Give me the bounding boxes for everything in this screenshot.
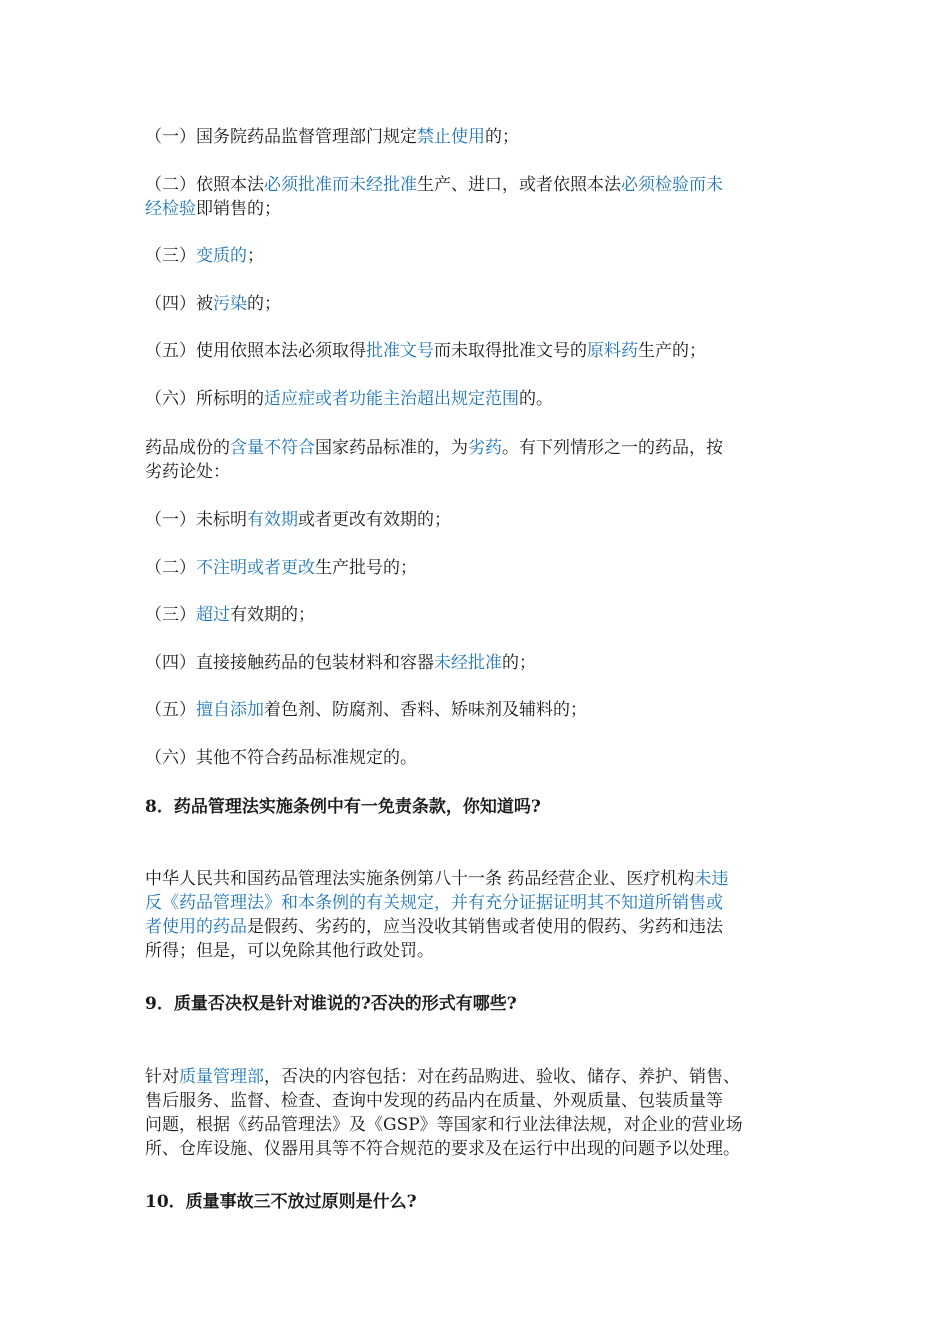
item-number: （四） — [145, 653, 196, 673]
paragraph-line — [145, 436, 723, 460]
text-segment: 使用依照本法必须取得 — [196, 341, 366, 361]
highlighted-term: 必须批准而未经批准 — [264, 175, 417, 195]
item-number: （六） — [145, 748, 196, 768]
list-item — [145, 292, 281, 316]
text-segment: 未标明 — [196, 510, 247, 530]
highlighted-term: 原料药 — [587, 341, 638, 361]
item-number: （三） — [145, 605, 196, 625]
text-segment: 的。 — [519, 389, 553, 409]
highlighted-term: 变质的 — [196, 246, 247, 266]
text-segment: ； — [247, 246, 264, 266]
list-item — [145, 508, 451, 532]
text-segment: 即销售的； — [196, 199, 281, 219]
text-segment: 售后服务、监督、检查、查询中发现的药品内在质量、外观质量、包装质量等 — [145, 1091, 723, 1111]
text-segment: 针对 — [145, 1067, 179, 1087]
list-item — [145, 244, 264, 268]
list-item — [145, 746, 417, 770]
list-item — [145, 556, 417, 580]
highlighted-term: 有效期 — [247, 510, 298, 530]
highlighted-term: 未经批准 — [434, 653, 502, 673]
paragraph-line — [145, 1089, 723, 1113]
text-segment: 直接接触药品的包装材料和容器 — [196, 653, 434, 673]
highlighted-term: 不注明或者更改 — [196, 558, 315, 578]
highlighted-term: 未违 — [694, 869, 729, 889]
list-item — [145, 197, 281, 221]
text-segment: 的； — [247, 294, 281, 314]
item-number: （二） — [145, 175, 196, 195]
text-segment: 生产、进口，或者依照本法 — [417, 175, 621, 195]
highlighted-term: 经检验 — [145, 199, 196, 219]
paragraph-line — [145, 460, 230, 484]
paragraph-line — [145, 939, 434, 963]
question-9-heading: 9．质量否决权是针对谁说的?否决的形式有哪些? — [145, 994, 517, 1014]
text-segment: ，否决的内容包括：对在药品购进、验收、储存、养护、销售、 — [264, 1067, 740, 1087]
highlighted-term: 污染 — [213, 294, 247, 314]
text-segment: 中华人民共和国药品管理法实施条例第八十一条 药品经营企业、医疗机构 — [145, 869, 695, 889]
text-segment: 生产的； — [638, 341, 706, 361]
list-item — [145, 125, 519, 149]
item-number: （一） — [145, 127, 196, 147]
highlighted-term: 含量不符合 — [230, 438, 315, 458]
text-segment: 所、仓库设施、仪器用具等不符合规范的要求及在运行中出现的问题予以处理。 — [145, 1139, 740, 1159]
highlighted-term: 擅自添加 — [196, 700, 264, 720]
item-number: （三） — [145, 246, 196, 266]
list-item — [145, 173, 723, 197]
question-8-heading: 8．药品管理法实施条例中有一免责条款，你知道吗? — [145, 797, 541, 817]
text-segment: 被 — [196, 294, 213, 314]
text-segment: 的； — [502, 653, 536, 673]
text-segment: 是假药、劣药的，应当没收其销售或者使用的假药、劣药和违法 — [247, 917, 723, 937]
list-item — [145, 698, 587, 722]
item-number: （六） — [145, 389, 196, 409]
text-segment: 其他不符合药品标准规定的。 — [196, 748, 417, 768]
highlighted-term: 反《药品管理法》和本条例的有关规定，并有充分证据证明其不知道所销售或 — [145, 893, 723, 913]
list-item — [145, 651, 536, 675]
text-segment: 着色剂、防腐剂、香料、矫味剂及辅料的； — [264, 700, 587, 720]
highlighted-term: 批准文号 — [366, 341, 434, 361]
paragraph-line — [145, 1065, 740, 1089]
list-item — [145, 603, 315, 627]
text-segment: 药品成份的 — [145, 438, 230, 458]
item-number: （五） — [145, 700, 196, 720]
highlighted-term: 必须检验而未 — [621, 175, 723, 195]
text-segment: 所得；但是，可以免除其他行政处罚。 — [145, 941, 434, 961]
item-number: （二） — [145, 558, 196, 578]
text-segment: 劣药论处： — [145, 462, 230, 482]
text-segment: 或者更改有效期的； — [298, 510, 451, 530]
highlighted-term: 质量管理部 — [179, 1067, 264, 1087]
list-item — [145, 387, 553, 411]
text-segment: 。有下列情形之一的药品，按 — [502, 438, 723, 458]
question-10-heading: 10．质量事故三不放过原则是什么? — [145, 1192, 417, 1212]
text-segment: 生产批号的； — [315, 558, 417, 578]
list-item — [145, 339, 706, 363]
text-segment: 问题，根据《药品管理法》及《GSP》等国家和行业法律法规，对企业的营业场 — [145, 1115, 743, 1135]
text-segment: 所标明的 — [196, 389, 264, 409]
item-number: （一） — [145, 510, 196, 530]
paragraph-line — [145, 891, 723, 915]
highlighted-term: 禁止使用 — [417, 127, 485, 147]
text-segment: 的； — [485, 127, 519, 147]
text-segment: 国务院药品监督管理部门规定 — [196, 127, 417, 147]
highlighted-term: 者使用的药品 — [145, 917, 247, 937]
paragraph-line — [145, 867, 728, 891]
paragraph-line — [145, 1113, 743, 1137]
highlighted-term: 劣药 — [468, 438, 502, 458]
paragraph-line — [145, 1137, 740, 1161]
text-segment: 国家药品标准的，为 — [315, 438, 468, 458]
paragraph-line — [145, 915, 723, 939]
text-segment: 有效期的； — [230, 605, 315, 625]
item-number: （四） — [145, 294, 196, 314]
text-segment: 而未取得批准文号的 — [434, 341, 587, 361]
text-segment: 依照本法 — [196, 175, 264, 195]
highlighted-term: 适应症或者功能主治超出规定范围 — [264, 389, 519, 409]
item-number: （五） — [145, 341, 196, 361]
highlighted-term: 超过 — [196, 605, 230, 625]
